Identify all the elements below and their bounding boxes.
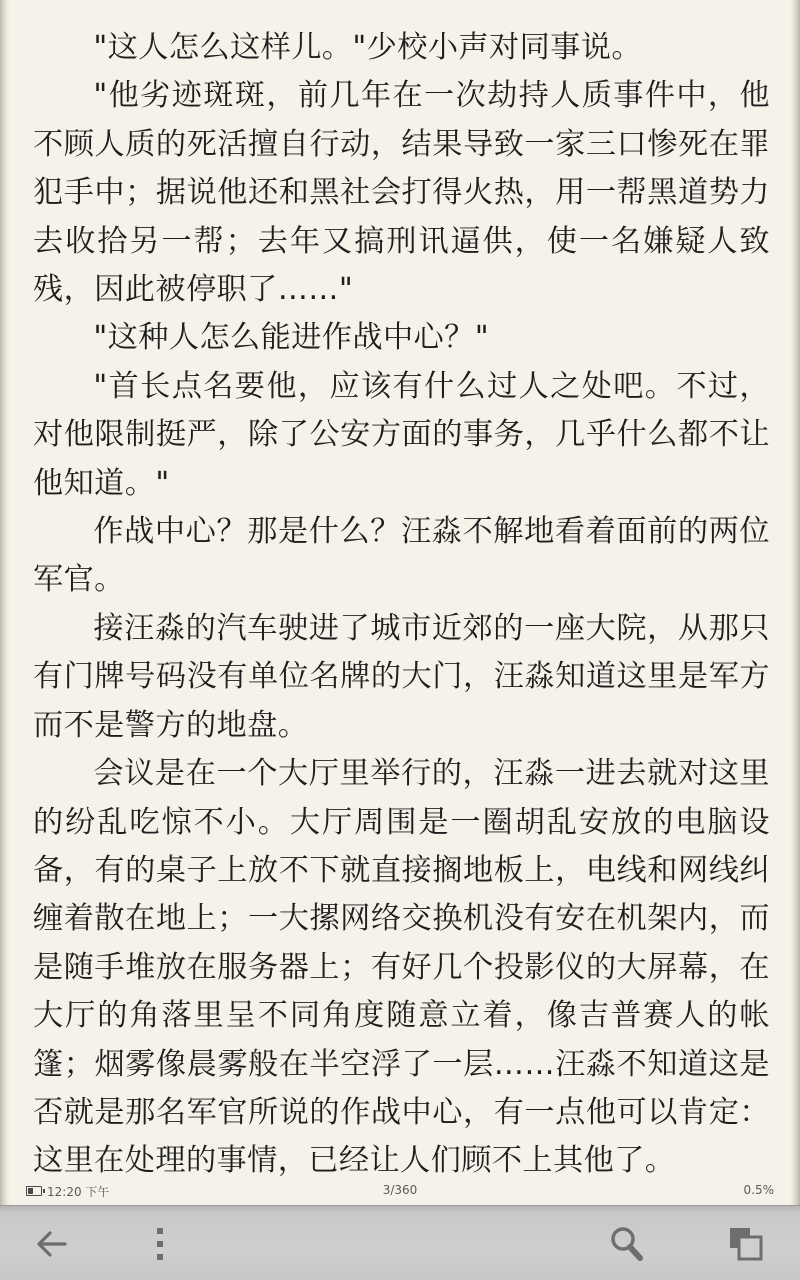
reader-status-bar <box>0 1181 800 1203</box>
page-edge-right <box>790 0 800 1205</box>
paragraph: "他劣迹斑斑，前几年在一次劫持人质事件中，他不顾人质的死活擅自行动，结果导致一家三口惨死在罪犯手中；据说他还和黑社会打得火热，用一帮黑道势力去收拾另一帮；去年又搞刑讯逼供，使一名嫌疑人致残，因此被停职了……" <box>33 78 770 308</box>
menu-button[interactable] <box>130 1216 190 1272</box>
paragraph: 会议是在一个大厅里举行的，汪淼一进去就对这里的纷乱吃惊不小。大厅周围是一圈胡乱安放的电脑设备，有的桌子上放不下就直接搁地板上，电线和网线纠缠着散在地上；一大摞网络交换机没有安在机架内，而是随手堆放在服务器上；有好几个投影仪的大屏幕，在大厅的角落里呈不同角度随意立着，像吉普赛人的帐篷；烟雾像晨雾般在半空浮了一层……汪淼不知道这是否就是那名军官所说的作战中心，有一点他可以肯定：这里在处理的事情，已经让人们顾不上其他了。 <box>33 756 770 1179</box>
book-text <box>33 24 770 1186</box>
page-edge-left <box>0 0 10 1205</box>
paragraph: "首长点名要他，应该有什么过人之处吧。不过，对他限制挺严，除了公安方面的事务，几乎什么都不让他知道。" <box>33 368 770 501</box>
overlapping-squares-icon <box>727 1225 765 1263</box>
paragraph: 作战中心？那是什么？汪淼不解地看着面前的两位军官。 <box>33 514 770 598</box>
search-icon <box>610 1226 644 1262</box>
bottom-navigation-bar <box>0 1205 800 1280</box>
page-counter: 3/360 <box>382 1183 418 1197</box>
vertical-dots-icon <box>154 1226 166 1262</box>
arrow-left-icon <box>35 1229 69 1259</box>
paragraph: "这人怎么这样儿。"少校小声对同事说。 <box>93 30 642 65</box>
recent-apps-button[interactable] <box>716 1216 776 1272</box>
back-button[interactable] <box>22 1216 82 1272</box>
search-button[interactable] <box>597 1216 657 1272</box>
paragraph: 接汪淼的汽车驶进了城市近郊的一座大院，从那只有门牌号码没有单位名牌的大门，汪淼知道这里是军方而不是警方的地盘。 <box>33 610 770 743</box>
paragraph: "这种人怎么能进作战中心？" <box>93 320 490 356</box>
clock-time: 12:20 下午 <box>47 1185 110 1199</box>
reading-progress: 0.5% <box>743 1183 774 1197</box>
